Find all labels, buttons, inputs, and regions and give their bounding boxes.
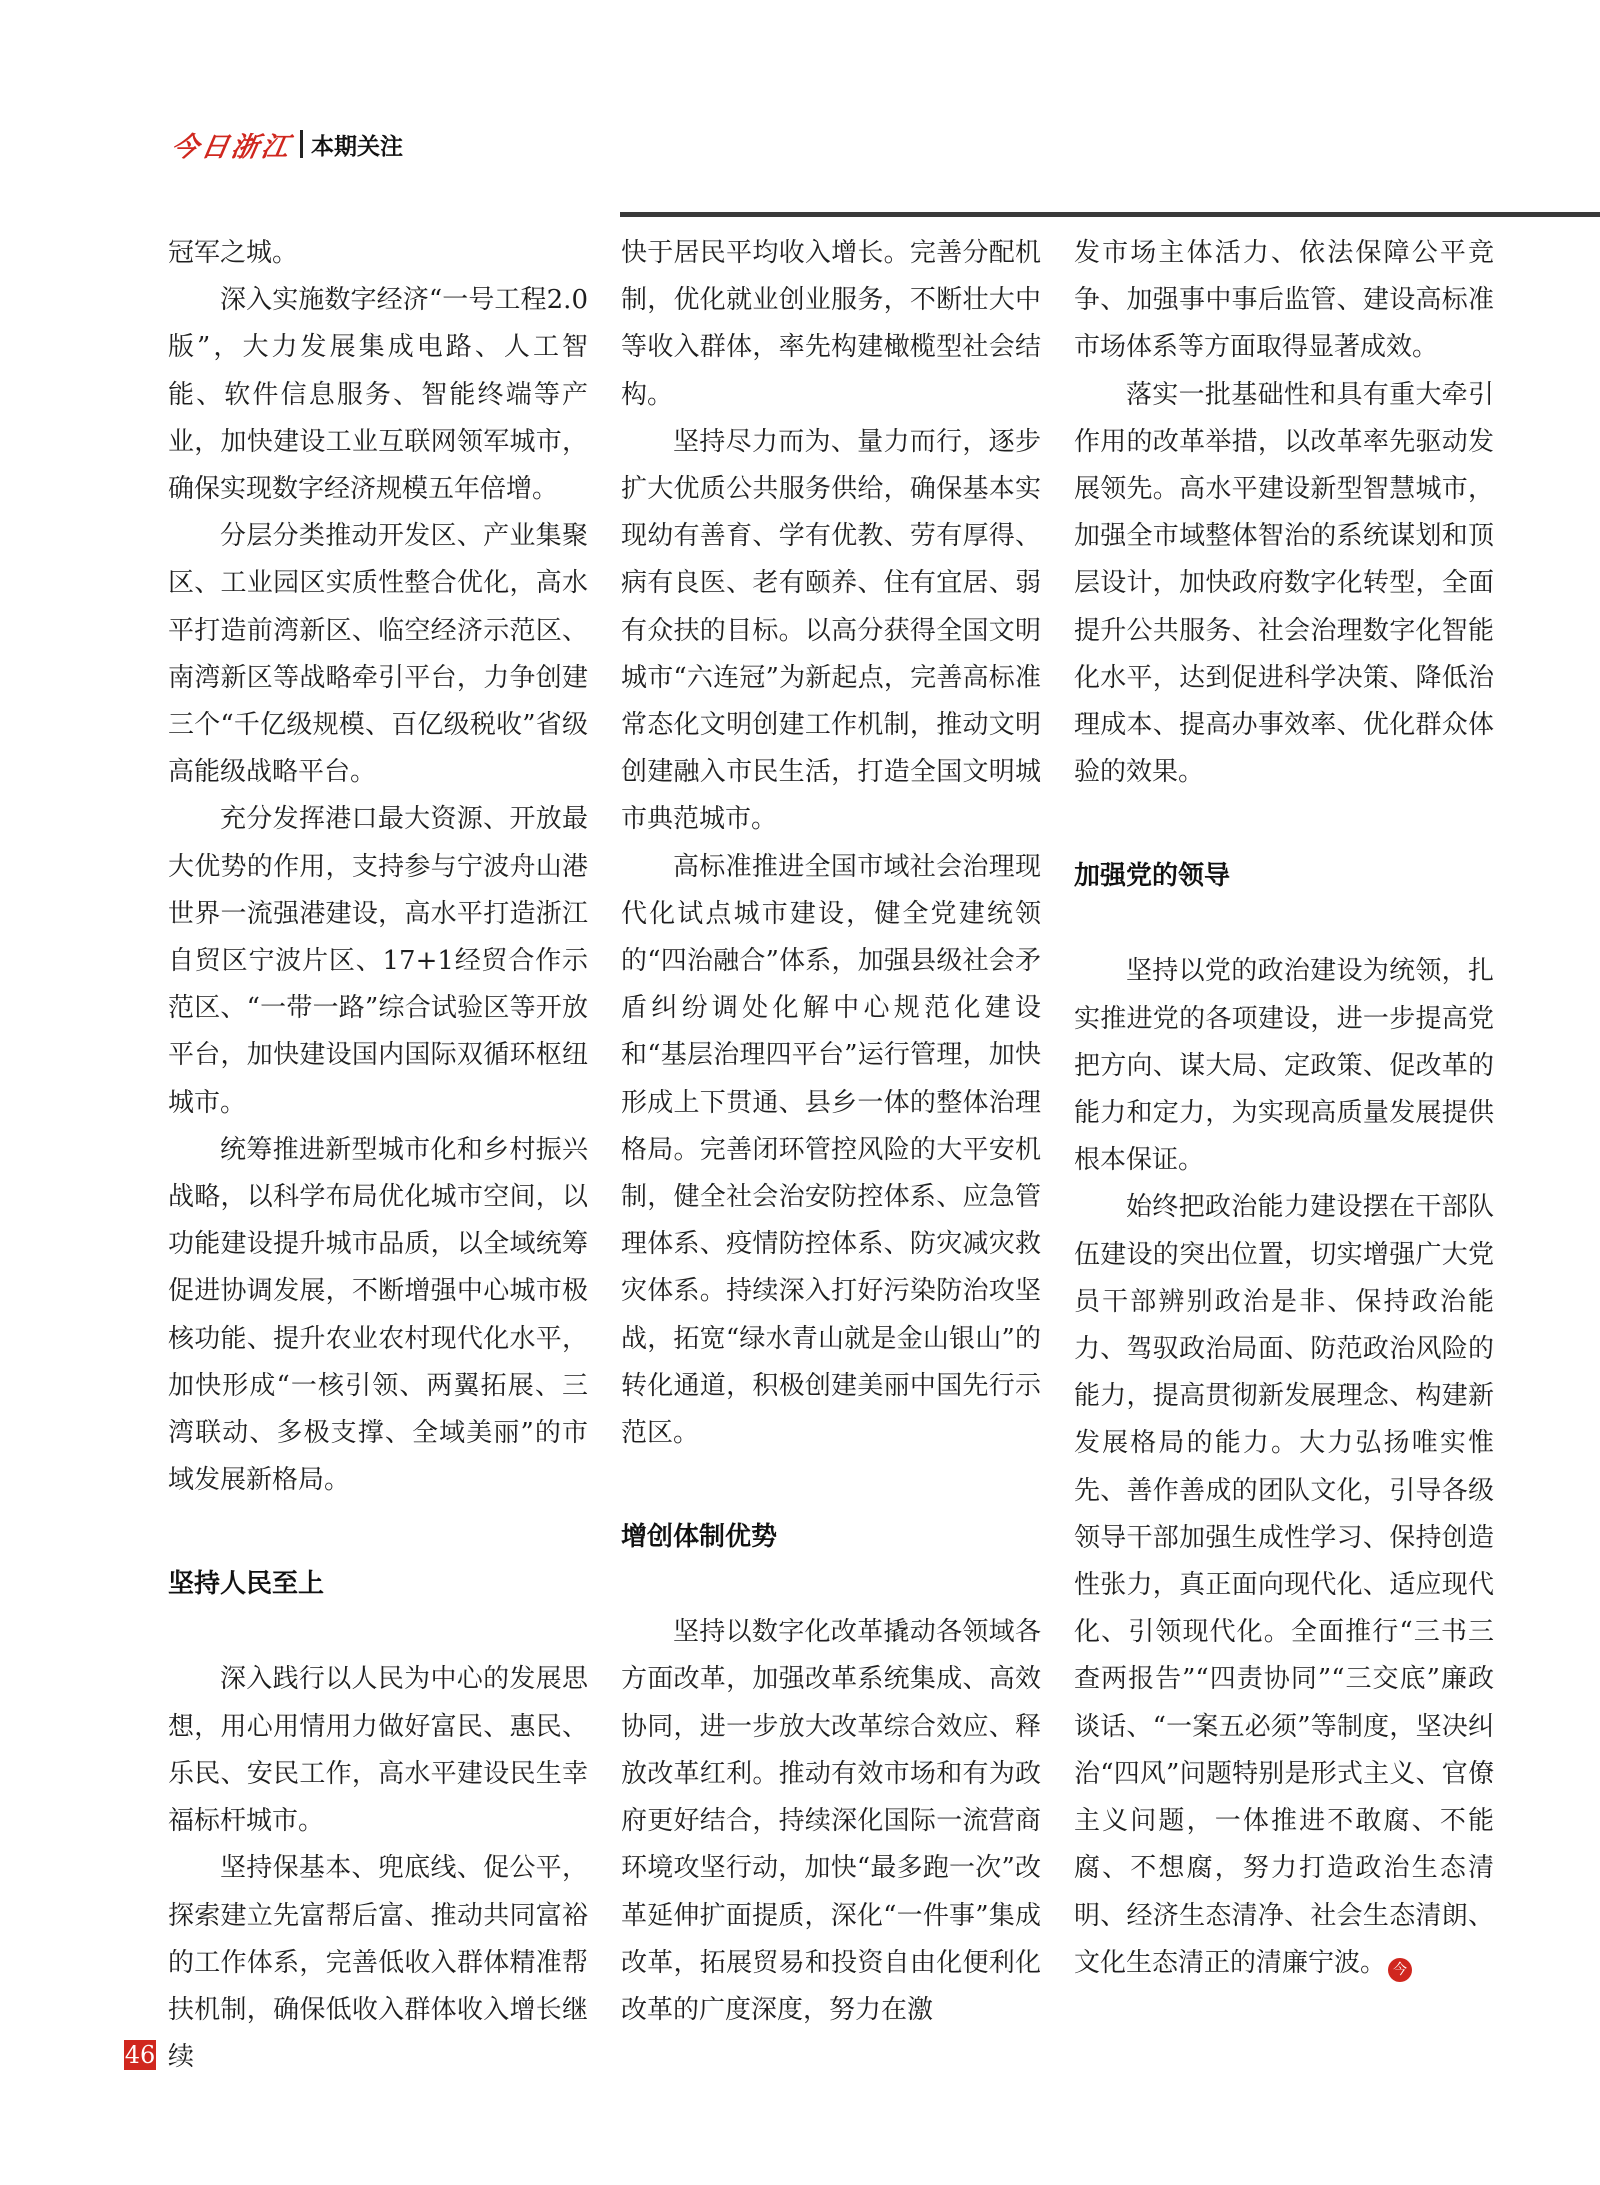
paragraph: 深入践行以人民为中心的发展思想，用心用情用力做好富民、惠民、乐民、安民工作，高水平建设民生幸福标杆城市。	[168, 1664, 588, 1837]
magazine-logo: 今日浙江	[168, 131, 295, 163]
paragraph: 分层分类推动开发区、产业集聚区、工业园区实质性整合优化，高水平打造前湾新区、临空经济示范区、南湾新区等战略牵引平台，力争创建三个“千亿级规模、百亿级税收”省级高能级战略平台。	[168, 521, 588, 788]
column-3	[1074, 230, 1494, 1987]
paragraph: 坚持尽力而为、量力而行，逐步扩大优质公共服务供给，确保基本实现幼有善育、学有优教、劳有厚得、病有良医、老有颐养、住有宜居、弱有众扶的目标。以高分获得全国文明城市“六连冠”为新起点，完善高标准常态化文明创建工作机制，推动文明创建融入市民生活，打造全国文明城市典范城市。	[621, 426, 1041, 835]
section-heading: 坚持人民至上	[168, 1569, 325, 1600]
paragraph: 坚持保基本、兜底线、促公平，探索建立先富帮后富、推动共同富裕的工作体系，完善低收入群体精准帮扶机制，确保低收入群体收入增长继续	[168, 1853, 588, 2073]
paragraph-text: 始终把政治能力建设摆在干部队伍建设的突出位置，切实增强广大党员干部辨别政治是非、保持政治能力、驾驭政治局面、防范政治风险的能力，提高贯彻新发展理念、构建新发展格局的能力。大力弘扬唯实惟先、善作善成的团队文化，引导各级领导干部加强生成性学习、保持创造性张力，真正面向现代化、适应现代化、引领现代化。全面推行“三书三查两报告”“四责协同”“三交底”廉政谈话、“一案五必须”等制度，坚决纠治“四风”问题特别是形式主义、官僚主义问题，一体推进不敢腐、不能腐、不想腐，努力打造政治生态清明、经济生态清净、社会生态清朗、文化生态清正的清廉宁波。	[1074, 1192, 1494, 1978]
section-name: 本期关注	[311, 133, 403, 160]
end-mark-icon: 今	[1388, 1958, 1412, 1982]
paragraph: 充分发挥港口最大资源、开放最大优势的作用，支持参与宁波舟山港世界一流强港建设，高水平打造浙江自贸区宁波片区、17+1经贸合作示范区、“一带一路”综合试验区等开放平台，加快建设国内国际双循环枢纽城市。	[168, 804, 588, 1118]
paragraph: 快于居民平均收入增长。完善分配机制，优化就业创业服务，不断壮大中等收入群体，率先构建橄榄型社会结构。	[621, 238, 1041, 410]
paragraph: 冠军之城。	[168, 238, 299, 268]
section-heading: 增创体制优势	[621, 1522, 778, 1553]
section-heading: 加强党的领导	[1074, 861, 1231, 892]
header-separator	[300, 130, 303, 158]
paragraph-last	[1074, 1184, 1494, 1986]
paragraph: 坚持以数字化改革撬动各领域各方面改革，加强改革系统集成、高效协同，进一步放大改革综合效应、释放改革红利。推动有效市场和有为政府更好结合，持续深化国际一流营商环境攻坚行动，加快“最多跑一次”改革延伸扩面提质，深化“一件事”集成改革，拓展贸易和投资自由化便利化改革的广度深度，努力在激	[621, 1617, 1041, 2025]
paragraph: 统筹推进新型城市化和乡村振兴战略，以科学布局优化城市空间，以功能建设提升城市品质，以全域统筹促进协调发展，不断增强中心城市极核功能、提升农业农村现代化水平，加快形成“一核引领、两翼拓展、三湾联动、多极支撑、全域美丽”的市域发展新格局。	[168, 1134, 588, 1496]
paragraph: 落实一批基础性和具有重大牵引作用的改革举措，以改革率先驱动发展领先。高水平建设新型智慧城市，加强全市域整体智治的系统谋划和顶层设计，加快政府数字化转型，全面提升公共服务、社会治理数字化智能化水平，达到促进科学决策、降低治理成本、提高办事效率、优化群众体验的效果。	[1074, 379, 1494, 788]
column-2	[621, 230, 1041, 2034]
page-number: 46	[124, 2041, 156, 2069]
column-1	[168, 230, 588, 2081]
paragraph: 发市场主体活力、依法保障公平竞争、加强事中事后监管、建设高标准市场体系等方面取得显著成效。	[1074, 238, 1494, 363]
paragraph: 坚持以党的政治建设为统领，扎实推进党的各项建设，进一步提高党把方向、谋大局、定政策、促改革的能力和定力，为实现高质量发展提供根本保证。	[1074, 956, 1494, 1176]
top-rule	[620, 212, 1600, 217]
page-header	[168, 124, 403, 164]
paragraph: 高标准推进全国市域社会治理现代化试点城市建设，健全党建统领的“四治融合”体系，加强县级社会矛盾纠纷调处化解中心规范化建设和“基层治理四平台”运行管理，加快形成上下贯通、县乡一体的整体治理格局。完善闭环管控风险的大平安机制，健全社会治安防控体系、应急管理体系、疫情防控体系、防灾减灾救灾体系。持续深入打好污染防治攻坚战，拓宽“绿水青山就是金山银山”的转化通道，积极创建美丽中国先行示范区。	[621, 851, 1041, 1449]
paragraph: 深入实施数字经济“一号工程2.0版”，大力发展集成电路、人工智能、软件信息服务、智能终端等产业，加快建设工业互联网领军城市，确保实现数字经济规模五年倍增。	[168, 285, 588, 505]
